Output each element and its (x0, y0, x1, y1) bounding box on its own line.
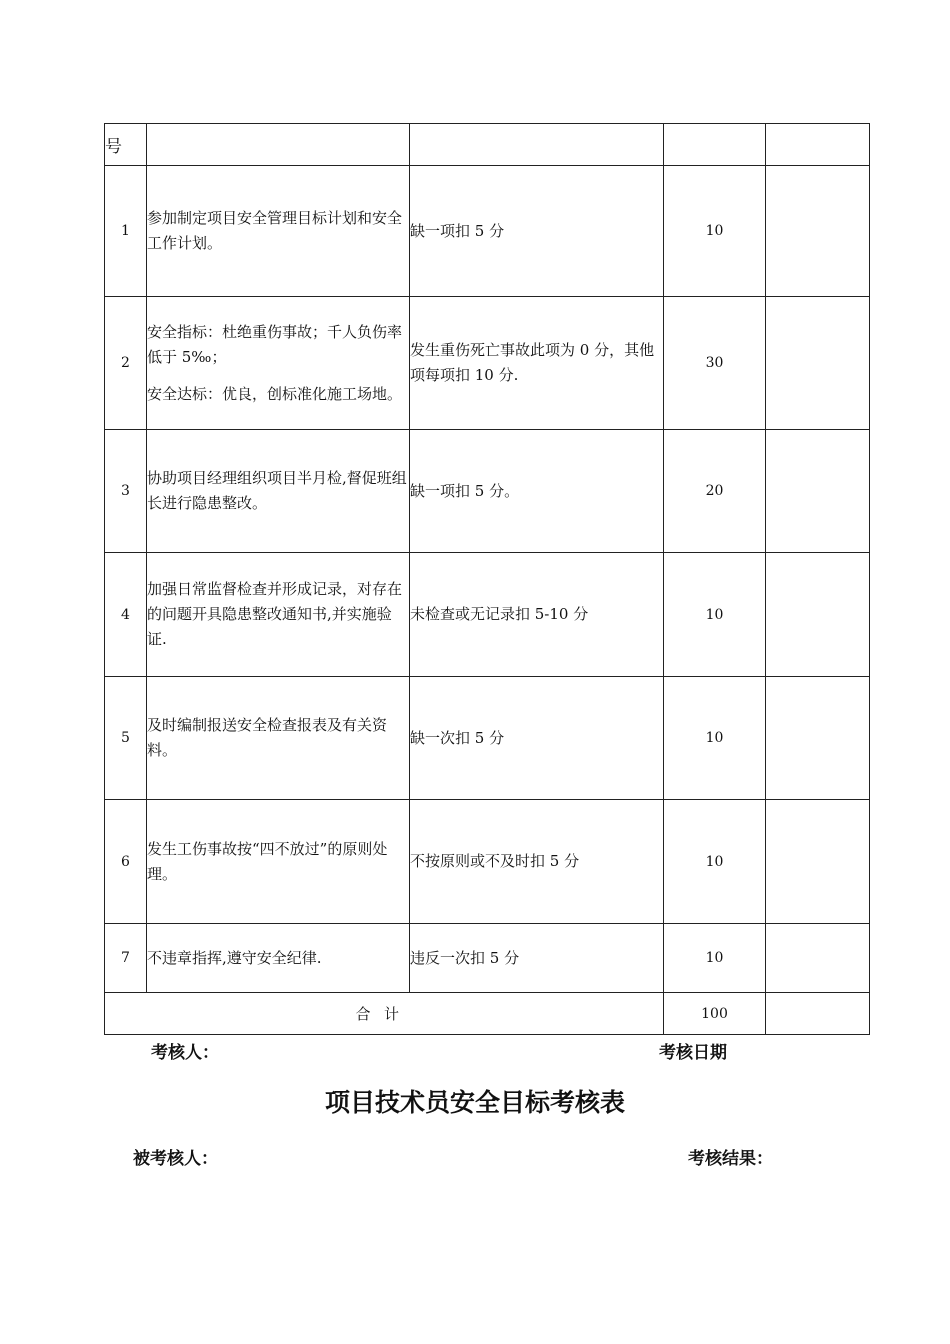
requirement-cell (147, 553, 410, 677)
table-row (105, 677, 870, 800)
score-value: 10 (664, 677, 766, 800)
deduction-standard: 缺一项扣 5 分。 (410, 430, 664, 553)
deduction-standard: 发生重伤死亡事故此项为 0 分，其他项每项扣 10 分. (410, 297, 664, 430)
table-header-row (105, 124, 870, 166)
requirement-text: 协助项目经理组织项目半月检,督促班组长进行隐患整改。 (147, 469, 407, 512)
result-cell (766, 924, 870, 993)
page-title: 项目技术员安全目标考核表 (324, 1088, 625, 1117)
row-number: 6 (105, 800, 147, 924)
total-label: 合计 (105, 993, 664, 1035)
table-row (105, 297, 870, 430)
table-row (105, 430, 870, 553)
deduction-standard: 未检查或无记录扣 5-10 分 (410, 553, 664, 677)
requirement-text: 不违章指挥,遵守安全纪律. (147, 948, 322, 967)
requirement-text: 及时编制报送安全检查报表及有关资料。 (147, 716, 388, 759)
total-score: 100 (664, 993, 766, 1035)
assessor-label: 考核人： (151, 1043, 219, 1063)
score-value: 10 (664, 553, 766, 677)
score-value: 10 (664, 166, 766, 297)
row-number: 1 (105, 166, 147, 297)
requirement-cell (147, 800, 410, 924)
result-cell (766, 553, 870, 677)
row-number: 3 (105, 430, 147, 553)
header-score-cell (664, 124, 766, 166)
requirement-cell (147, 166, 410, 297)
deduction-standard: 违反一次扣 5 分 (410, 924, 664, 993)
total-result-cell (766, 993, 870, 1035)
table-row (105, 553, 870, 677)
result-cell (766, 677, 870, 800)
requirement-cell (147, 297, 410, 430)
assessment-date-label: 考核日期 (659, 1043, 727, 1063)
header-result-cell (766, 124, 870, 166)
header-no-cell: 号 (105, 124, 147, 166)
assessee-label: 被考核人： (133, 1149, 218, 1169)
result-cell (766, 430, 870, 553)
row-number: 2 (105, 297, 147, 430)
requirement-cell (147, 677, 410, 800)
result-cell (766, 800, 870, 924)
header-standard-cell (410, 124, 664, 166)
requirement-text: 参加制定项目安全管理目标计划和安全工作计划。 (147, 209, 403, 252)
table-row (105, 800, 870, 924)
requirement-text: 安全指标：杜绝重伤事故；千人负伤率低于 5‰； (147, 322, 403, 366)
deduction-standard: 缺一项扣 5 分 (410, 166, 664, 297)
score-value: 10 (664, 924, 766, 993)
score-value: 20 (664, 430, 766, 553)
assessment-result-label: 考核结果： (688, 1149, 773, 1169)
score-value: 10 (664, 800, 766, 924)
requirement-cell (147, 924, 410, 993)
deduction-standard: 不按原则或不及时扣 5 分 (410, 800, 664, 924)
row-number: 4 (105, 553, 147, 677)
row-number: 5 (105, 677, 147, 800)
assessment-table (104, 123, 870, 1035)
result-cell (766, 166, 870, 297)
requirement-text: 加强日常监督检查并形成记录，对存在的问题开具隐患整改通知书,并实施验证. (147, 580, 403, 648)
result-cell (766, 297, 870, 430)
requirement-text: 安全达标：优良，创标准化施工场地。 (147, 384, 403, 403)
table-row (105, 924, 870, 993)
requirement-text: 发生工伤事故按“四不放过”的原则处理。 (147, 839, 388, 883)
header-requirement-cell (147, 124, 410, 166)
score-value: 30 (664, 297, 766, 430)
row-number: 7 (105, 924, 147, 993)
table-row (105, 166, 870, 297)
total-row (105, 993, 870, 1035)
requirement-cell (147, 430, 410, 553)
deduction-standard: 缺一次扣 5 分 (410, 677, 664, 800)
